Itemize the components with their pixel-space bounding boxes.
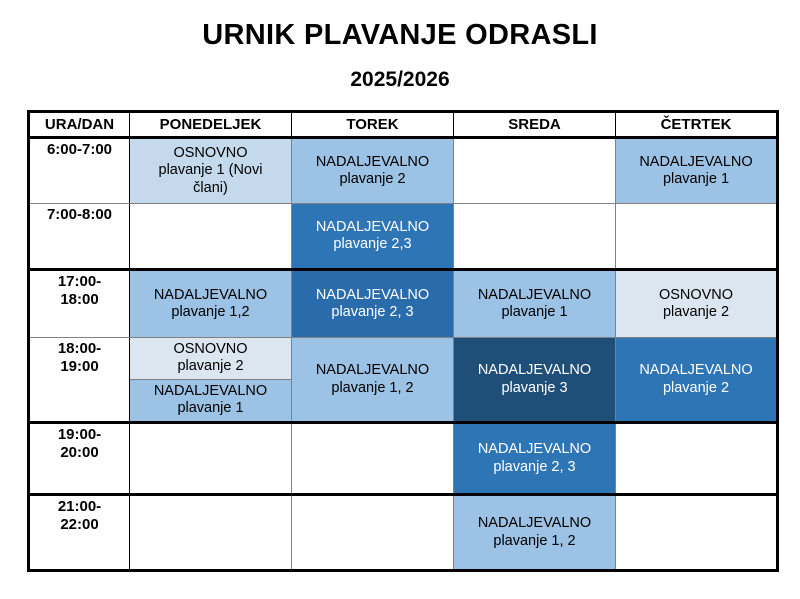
session-text-line: plavanje 1 xyxy=(501,304,568,320)
session-text-line: NADALJEVALNO xyxy=(477,286,592,303)
hour-line: 21:00- xyxy=(57,498,102,515)
timetable-header xyxy=(29,112,778,138)
session-text-line: plavanje 2, 3 xyxy=(493,458,576,475)
hour-label xyxy=(29,138,130,204)
hour-label xyxy=(29,338,130,423)
timetable-row xyxy=(29,495,778,571)
session-text-line: plavanje 2 xyxy=(662,379,730,396)
page-subtitle-season: 2025/2026 xyxy=(350,68,450,91)
timetable-row xyxy=(29,204,778,270)
session-text-line: plavanje 1, 2 xyxy=(493,532,576,549)
hour-line: 17:00- xyxy=(57,273,102,290)
timetable-body xyxy=(29,138,778,571)
session-text-line: plavanje 1 xyxy=(177,400,244,417)
hour-line: 19:00- xyxy=(57,426,102,443)
session-text-line: NADALJEVALNO xyxy=(477,515,592,532)
hour-line: 19:00 xyxy=(60,357,99,375)
session-text-line: plavanje 2 xyxy=(339,171,406,187)
hour-label xyxy=(29,423,130,495)
hour-label xyxy=(29,204,130,270)
hour-label xyxy=(29,270,130,338)
timetable-row xyxy=(29,270,778,338)
split-cell xyxy=(130,338,291,421)
session-cell-tuesday[interactable] xyxy=(292,338,454,423)
session-cell-monday[interactable] xyxy=(130,338,292,423)
session-text-line: plavanje 2 xyxy=(662,304,730,320)
session-cell-monday-empty[interactable] xyxy=(130,204,292,270)
column-header-thursday: ČETRTEK xyxy=(616,112,778,138)
session-text-line: plavanje 1, 2 xyxy=(331,379,414,396)
column-header-hour: URA/DAN xyxy=(29,112,130,138)
session-cell-tuesday[interactable] xyxy=(292,270,454,338)
timetable-row xyxy=(29,423,778,495)
session-cell-wednesday[interactable] xyxy=(454,495,616,571)
timetable-row xyxy=(29,338,778,423)
session-subcell[interactable] xyxy=(130,338,291,380)
session-text-line: NADALJEVALNO xyxy=(477,362,592,379)
session-cell-thursday-empty[interactable] xyxy=(616,204,778,270)
session-cell-wednesday[interactable] xyxy=(454,270,616,338)
hour-line: 7:00-8:00 xyxy=(46,206,113,223)
hour-line: 18:00 xyxy=(60,290,99,308)
session-cell-wednesday[interactable] xyxy=(454,338,616,423)
session-cell-wednesday[interactable] xyxy=(454,423,616,495)
session-cell-monday-empty[interactable] xyxy=(130,495,292,571)
session-text-line: plavanje 3 xyxy=(501,379,568,396)
session-cell-tuesday-empty[interactable] xyxy=(292,495,454,571)
column-header-tuesday: TOREK xyxy=(292,112,454,138)
session-text-line: člani) xyxy=(193,179,228,196)
session-text-line: NADALJEVALNO xyxy=(153,286,268,303)
session-text-line: NADALJEVALNO xyxy=(315,218,430,235)
session-cell-wednesday-empty[interactable] xyxy=(454,138,616,204)
session-text-line: plavanje 2,3 xyxy=(333,236,412,252)
session-text-line: plavanje 2 xyxy=(177,358,244,375)
session-text-line: plavanje 1 (Novi xyxy=(158,162,263,179)
session-cell-thursday-empty[interactable] xyxy=(616,423,778,495)
column-header-wednesday: SREDA xyxy=(454,112,616,138)
session-text-line: NADALJEVALNO xyxy=(639,153,753,170)
timetable xyxy=(27,110,779,572)
column-header-monday: PONEDELJEK xyxy=(130,112,292,138)
session-text-line: NADALJEVALNO xyxy=(153,383,268,400)
session-cell-tuesday-empty[interactable] xyxy=(292,423,454,495)
timetable-row xyxy=(29,138,778,204)
session-cell-tuesday[interactable] xyxy=(292,138,454,204)
session-text-line: NADALJEVALNO xyxy=(315,286,430,303)
session-subcell[interactable] xyxy=(130,380,291,422)
hour-line: 22:00 xyxy=(60,515,99,533)
hour-label xyxy=(29,495,130,571)
session-cell-thursday-empty[interactable] xyxy=(616,495,778,571)
session-text-line: NADALJEVALNO xyxy=(639,362,753,379)
timetable-container xyxy=(27,110,775,572)
session-text-line: NADALJEVALNO xyxy=(315,153,430,170)
session-cell-tuesday[interactable] xyxy=(292,204,454,270)
session-cell-monday-empty[interactable] xyxy=(130,423,292,495)
session-text-line: plavanje 1,2 xyxy=(171,304,250,320)
session-text-line: plavanje 1 xyxy=(662,171,730,187)
page-title: URNIK PLAVANJE ODRASLI xyxy=(202,19,598,51)
session-cell-monday[interactable] xyxy=(130,270,292,338)
session-text-line: OSNOVNO xyxy=(173,341,248,358)
session-text-line: NADALJEVALNO xyxy=(315,362,430,379)
hour-line: 18:00- xyxy=(57,340,102,357)
header-row xyxy=(29,112,778,138)
session-text-line: NADALJEVALNO xyxy=(477,441,592,458)
session-cell-thursday[interactable] xyxy=(616,338,778,423)
session-cell-thursday[interactable] xyxy=(616,270,778,338)
session-text-line: plavanje 2, 3 xyxy=(331,304,414,320)
session-cell-wednesday-empty[interactable] xyxy=(454,204,616,270)
session-cell-thursday[interactable] xyxy=(616,138,778,204)
session-text-line: OSNOVNO xyxy=(173,145,248,162)
hour-line: 6:00-7:00 xyxy=(46,141,113,158)
hour-line: 20:00 xyxy=(60,443,99,461)
session-text-line: OSNOVNO xyxy=(658,286,734,303)
session-cell-monday[interactable] xyxy=(130,138,292,204)
